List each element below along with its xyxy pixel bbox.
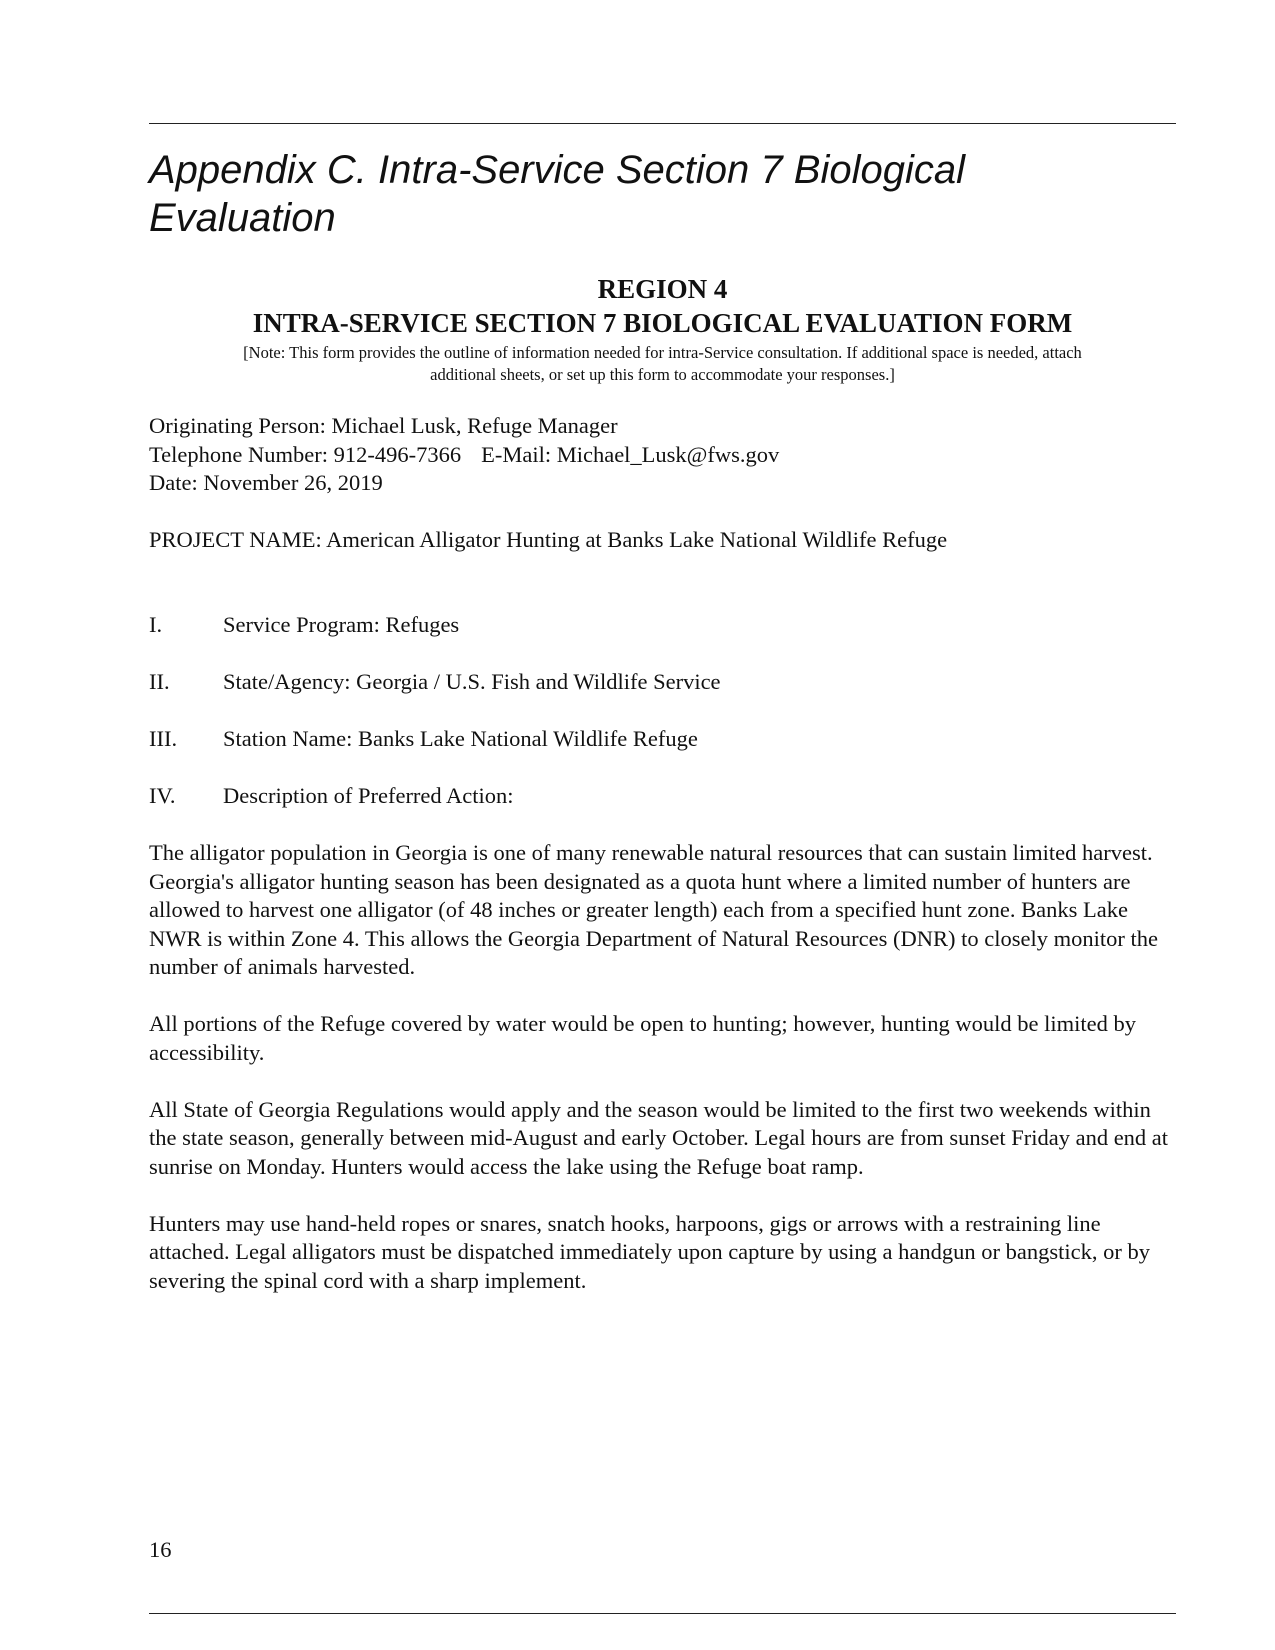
page-number: 16 bbox=[149, 1537, 172, 1562]
section-text: Service Program: Refuges bbox=[223, 612, 460, 637]
top-rule bbox=[149, 123, 1176, 124]
project-name: PROJECT NAME: American Alligator Hunting at Banks Lake National Wildlife Refuge bbox=[149, 527, 948, 552]
bottom-rule bbox=[149, 1613, 1176, 1614]
section-number: IV. bbox=[149, 783, 176, 808]
contact-block bbox=[149, 412, 1176, 498]
paragraph: All State of Georgia Regulations would apply and the season would be limited to the first two weekends within the state season, generally between mid-August and early October. Legal hours are from sunset Friday and end at sunrise on Monday. Hunters would access the lake using the Refuge boat ramp. bbox=[149, 1096, 1169, 1179]
section-item bbox=[149, 782, 1176, 839]
originating-person: Originating Person: Michael Lusk, Refuge Manager bbox=[149, 413, 618, 438]
telephone-number: Telephone Number: 912-496-7366 bbox=[149, 441, 462, 467]
section-text: Station Name: Banks Lake National Wildlife Refuge bbox=[223, 726, 698, 751]
form-title: INTRA-SERVICE SECTION 7 BIOLOGICAL EVALUATION FORM bbox=[252, 308, 1073, 338]
section-item bbox=[149, 611, 1176, 668]
section-item bbox=[149, 725, 1176, 782]
section-number: I. bbox=[149, 612, 163, 637]
paragraph: Hunters may use hand-held ropes or snares, snatch hooks, harpoons, gigs or arrows with a restraining line attached. Legal alligators must be dispatched immediately upon capture by using a handgun or bangstick, or by severing the spinal cord with a sharp implement. bbox=[149, 1210, 1150, 1293]
appendix-title: Appendix C. Intra-Service Section 7 Biological Evaluation bbox=[149, 148, 965, 240]
section-number: III. bbox=[149, 726, 178, 751]
section-item bbox=[149, 668, 1176, 725]
section-number: II. bbox=[149, 669, 170, 694]
date: Date: November 26, 2019 bbox=[149, 470, 383, 495]
section-text: Description of Preferred Action: bbox=[223, 783, 514, 808]
section-text: State/Agency: Georgia / U.S. Fish and Wildlife Service bbox=[223, 669, 721, 694]
section-list bbox=[149, 611, 1176, 839]
email-address: E-Mail: Michael_Lusk@fws.gov bbox=[481, 441, 780, 467]
paragraph: The alligator population in Georgia is one of many renewable natural resources that can sustain limited harvest. Georgia's alligator hunting season has been designated as a quota hunt where a limited number of hunters are allowed to harvest one alligator (of 48 inches or greater length) each from a specified hunt zone. Banks Lake NWR is within Zone 4. This allows the Georgia Department of Natural Resources (DNR) to closely monitor the number of animals harvested. bbox=[149, 840, 1158, 979]
form-header bbox=[149, 272, 1176, 386]
action-description bbox=[149, 839, 1169, 1324]
paragraph: All portions of the Refuge covered by water would be open to hunting; however, hunting would be limited by accessibility. bbox=[149, 1011, 1137, 1065]
telephone-email-row bbox=[149, 441, 1176, 470]
region-heading: REGION 4 bbox=[597, 274, 728, 304]
form-note: [Note: This form provides the outline of information needed for intra-Service consultation. If additional space is needed, attach additional sheets, or set up this form to accommodate your responses.] bbox=[243, 343, 1082, 384]
